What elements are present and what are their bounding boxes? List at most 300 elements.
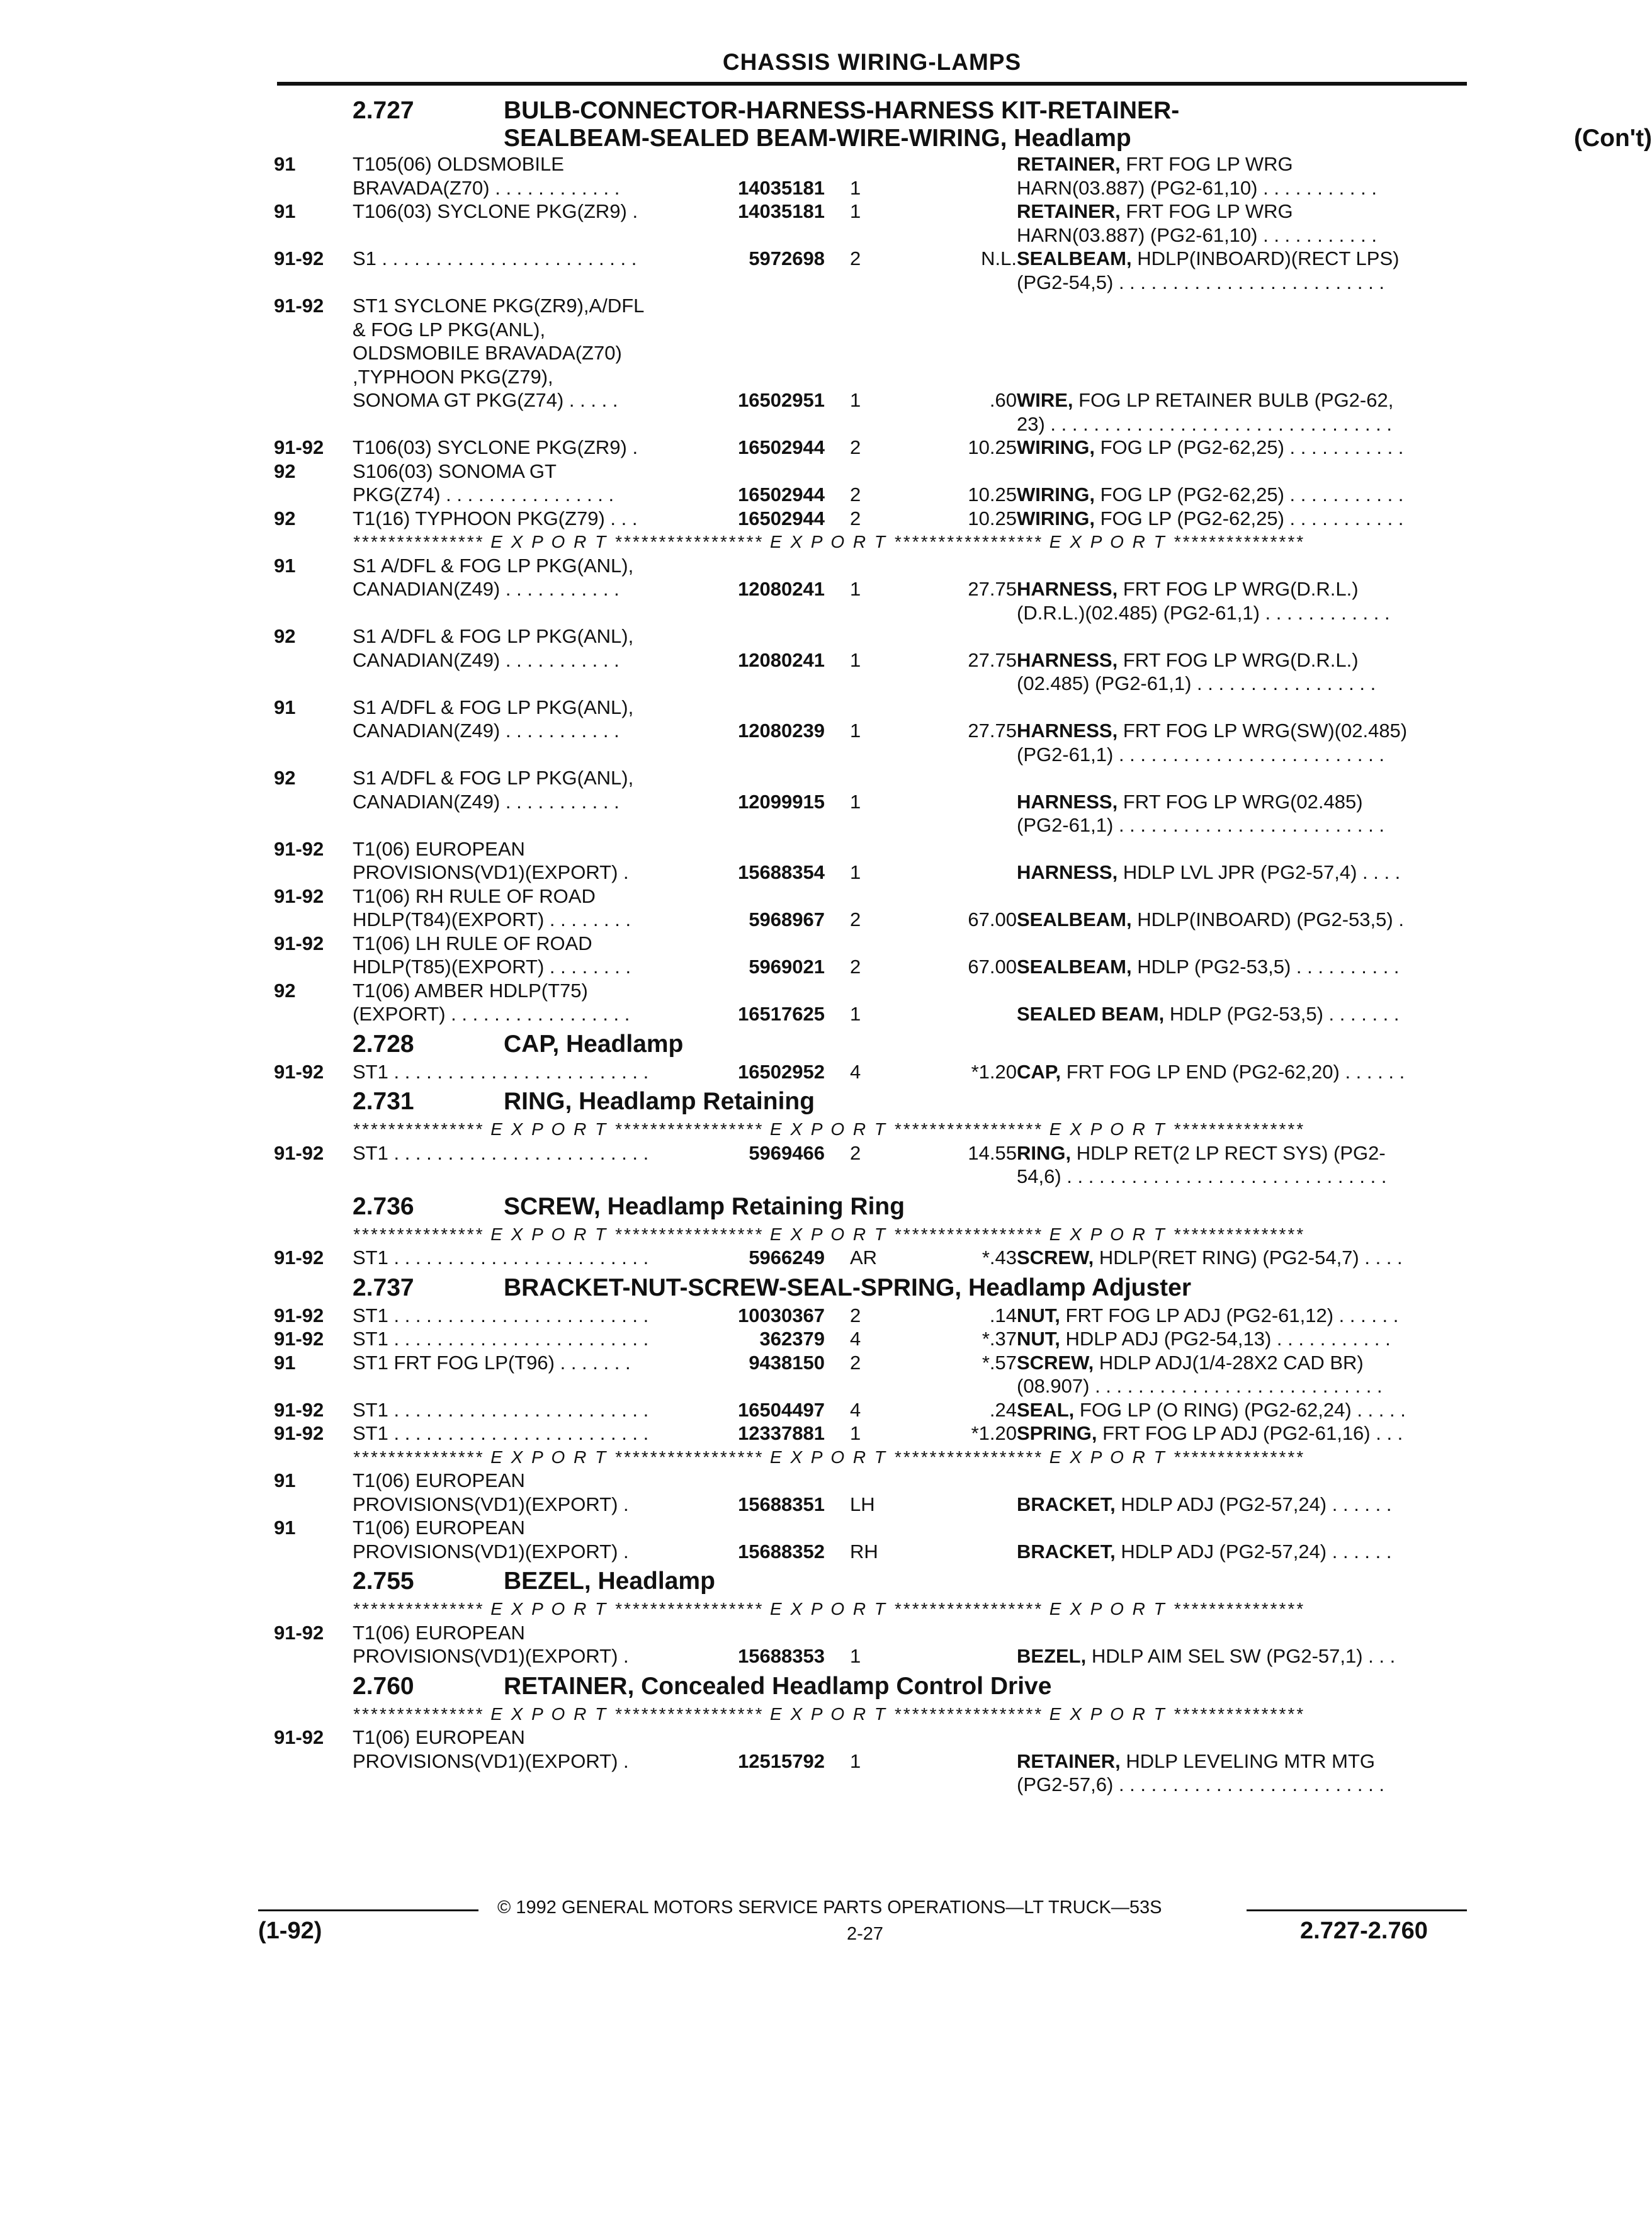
model-description: ST1 . . . . . . . . . . . . . . . . . . . . . . . . xyxy=(353,1246,649,1269)
header-rule xyxy=(277,82,1467,86)
table-row xyxy=(274,1773,1470,1797)
model-description: ST1 . . . . . . . . . . . . . . . . . . . . . . . . xyxy=(353,1328,649,1350)
part-name-keyword: BRACKET, xyxy=(1017,1540,1116,1563)
price: 27.75 xyxy=(968,720,1017,742)
export-divider: *************** E X P O R T ***************** E X P O R T ***************** E X P O R T *************** xyxy=(353,1224,1305,1244)
quantity: 4 xyxy=(850,1060,861,1083)
table-row xyxy=(274,1621,1470,1645)
part-name-detail: (PG2-61,1) . . . . . . . . . . . . . . . . . . . . . . . . . xyxy=(1017,814,1384,836)
section-number: 2.736 xyxy=(353,1192,414,1220)
model-description: PROVISIONS(VD1)(EXPORT) . xyxy=(353,1540,629,1563)
model-description: (EXPORT) . . . . . . . . . . . . . . . . . xyxy=(353,1003,630,1025)
part-name xyxy=(1017,1351,1364,1375)
table-row xyxy=(274,1351,1470,1375)
part-name xyxy=(1017,955,1400,979)
year-range: 91-92 xyxy=(274,247,324,269)
part-name-keyword: BRACKET, xyxy=(1017,1493,1116,1515)
table-row xyxy=(274,1644,1470,1668)
section-number: 2.731 xyxy=(353,1088,414,1115)
part-name-detail: (PG2-54,5) . . . . . . . . . . . . . . . . . . . . . . . . . xyxy=(1017,271,1384,293)
part-name xyxy=(1017,223,1377,247)
year-range: 91 xyxy=(274,554,296,577)
section-rows-2727 xyxy=(274,152,1470,1026)
part-name xyxy=(1017,507,1403,531)
price: 10.25 xyxy=(968,436,1017,458)
part-name-detail: HDLP ADJ (PG2-57,24) . . . . . . xyxy=(1115,1493,1392,1515)
part-number: 16502944 xyxy=(738,507,825,529)
part-number: 16502951 xyxy=(738,389,825,411)
model-description: ST1 FRT FOG LP(T96) . . . . . . . xyxy=(353,1351,631,1374)
part-name-detail: 54,6) . . . . . . . . . . . . . . . . . . . . . . . . . . . . . . xyxy=(1017,1165,1387,1187)
table-row xyxy=(274,1540,1470,1564)
table-row xyxy=(274,388,1470,412)
part-name-detail: FRT FOG LP END (PG2-62,20) . . . . . . xyxy=(1061,1060,1405,1083)
quantity: 2 xyxy=(850,1304,861,1326)
part-number: 15688354 xyxy=(738,861,825,883)
section-heading-2736 xyxy=(274,1191,1470,1223)
quantity: 4 xyxy=(850,1328,861,1350)
part-name-detail: (02.485) (PG2-61,1) . . . . . . . . . . . . . . . . . xyxy=(1017,672,1376,694)
part-name xyxy=(1017,672,1376,696)
part-name xyxy=(1017,1644,1395,1668)
part-name-detail: HDLP ADJ (PG2-57,24) . . . . . . xyxy=(1115,1540,1392,1563)
price: 10.25 xyxy=(968,483,1017,506)
part-number: 16502944 xyxy=(738,483,825,506)
quantity: 1 xyxy=(850,389,861,411)
section-rows-2755 xyxy=(274,1597,1470,1668)
table-row xyxy=(274,719,1470,743)
year-range: 91-92 xyxy=(274,1398,324,1421)
year-range: 91-92 xyxy=(274,1141,324,1164)
year-range: 91 xyxy=(274,1469,296,1491)
part-name-keyword: HARNESS, xyxy=(1017,861,1118,883)
part-name-detail: HDLP ADJ(1/4-28X2 CAD BR) xyxy=(1094,1351,1364,1374)
year-range: 91-92 xyxy=(274,436,324,458)
year-range: 91-92 xyxy=(274,1621,324,1644)
part-number: 9438150 xyxy=(749,1351,825,1374)
model-description: PROVISIONS(VD1)(EXPORT) . xyxy=(353,1645,629,1667)
table-row xyxy=(274,1516,1470,1540)
part-number: 10030367 xyxy=(738,1304,825,1326)
part-name xyxy=(1017,1304,1398,1328)
quantity: 1 xyxy=(850,176,861,199)
part-number: 12080239 xyxy=(738,720,825,742)
model-description: S1 A/DFL & FOG LP PKG(ANL), xyxy=(353,696,634,718)
table-row xyxy=(274,1141,1470,1165)
part-name xyxy=(1017,1493,1392,1517)
part-name-keyword: HARNESS, xyxy=(1017,720,1118,742)
table-row xyxy=(274,176,1470,200)
section-number: 2.728 xyxy=(353,1030,414,1058)
model-description: ST1 SYCLONE PKG(ZR9),A/DFL xyxy=(353,295,645,317)
table-row xyxy=(274,601,1470,625)
table-row xyxy=(274,1304,1470,1328)
price: *.43 xyxy=(982,1246,1017,1269)
part-name xyxy=(1017,743,1384,767)
model-description: S1 . . . . . . . . . . . . . . . . . . . . . . . . xyxy=(353,247,637,269)
quantity: 1 xyxy=(850,200,861,222)
year-range: 91 xyxy=(274,1351,296,1374)
price: *1.20 xyxy=(971,1422,1017,1444)
table-row xyxy=(274,200,1470,223)
part-name-detail: HDLP(RET RING) (PG2-54,7) . . . . xyxy=(1094,1246,1403,1269)
part-name-detail: HDLP AIM SEL SW (PG2-57,1) . . . xyxy=(1086,1645,1396,1667)
model-description: T1(06) RH RULE OF ROAD xyxy=(353,885,596,907)
part-name-keyword: RETAINER, xyxy=(1017,1750,1121,1772)
part-number: 12515792 xyxy=(738,1750,825,1772)
model-description: CANADIAN(Z49) . . . . . . . . . . . xyxy=(353,790,620,813)
table-row xyxy=(274,223,1470,247)
part-number: 14035181 xyxy=(738,200,825,222)
export-divider: *************** E X P O R T ***************** E X P O R T ***************** E X P O R T *************** xyxy=(353,532,1305,551)
footer-date: (1-92) xyxy=(258,1918,322,1944)
part-number: 16502952 xyxy=(738,1060,825,1083)
price: *.37 xyxy=(982,1328,1017,1350)
model-description: ST1 . . . . . . . . . . . . . . . . . . . . . . . . xyxy=(353,1141,649,1164)
section-rows-2728 xyxy=(274,1060,1470,1084)
part-number: 15688351 xyxy=(738,1493,825,1515)
part-name xyxy=(1017,152,1293,176)
section-heading-2737 xyxy=(274,1272,1470,1304)
part-name xyxy=(1017,176,1377,200)
table-row xyxy=(274,790,1470,814)
part-name-keyword: WIRING, xyxy=(1017,483,1095,506)
part-name xyxy=(1017,271,1384,295)
part-name-keyword: HARNESS, xyxy=(1017,790,1118,813)
quantity: RH xyxy=(850,1540,878,1563)
model-description: T1(16) TYPHOON PKG(Z79) . . . xyxy=(353,507,638,529)
part-name-detail: FOG LP (PG2-62,25) . . . . . . . . . . . xyxy=(1095,507,1404,529)
footer-range: 2.727-2.760 xyxy=(1300,1918,1428,1944)
part-name xyxy=(1017,648,1359,672)
model-description: S1 A/DFL & FOG LP PKG(ANL), xyxy=(353,625,634,647)
price: .14 xyxy=(989,1304,1017,1326)
part-name xyxy=(1017,577,1359,601)
part-name-detail: (PG2-57,6) . . . . . . . . . . . . . . . . . . . . . . . . . xyxy=(1017,1773,1384,1795)
quantity: 2 xyxy=(850,1141,861,1164)
quantity: 1 xyxy=(850,1003,861,1025)
table-row xyxy=(274,885,1470,908)
part-name-keyword: SCREW, xyxy=(1017,1351,1094,1374)
part-name xyxy=(1017,1165,1386,1189)
quantity: 2 xyxy=(850,1351,861,1374)
footer-rule-left xyxy=(258,1909,478,1911)
part-name-detail: HDLP (PG2-53,5) . . . . . . . xyxy=(1164,1003,1400,1025)
table-row xyxy=(274,932,1470,956)
part-name xyxy=(1017,601,1390,625)
part-name-keyword: SEALBEAM, xyxy=(1017,247,1132,269)
table-row xyxy=(274,247,1470,271)
section-heading-2728 xyxy=(274,1029,1470,1060)
price: .60 xyxy=(989,389,1017,411)
table-row xyxy=(274,577,1470,601)
part-name xyxy=(1017,247,1399,271)
model-description: T1(06) EUROPEAN xyxy=(353,1469,525,1491)
model-description: T106(03) SYCLONE PKG(ZR9) . xyxy=(353,436,638,458)
section-number: 2.737 xyxy=(353,1274,414,1301)
section-title-line1: BULB-CONNECTOR-HARNESS-HARNESS KIT-RETAINER- xyxy=(504,97,1180,124)
model-description: S106(03) SONOMA GT xyxy=(353,460,557,482)
section-title: SCREW, Headlamp Retaining Ring xyxy=(504,1192,905,1220)
year-range: 91-92 xyxy=(274,837,324,860)
table-row xyxy=(274,365,1470,389)
section-title-line2: SEALBEAM-SEALED BEAM-WIRE-WIRING, Headlamp xyxy=(504,125,1131,152)
table-row xyxy=(274,813,1470,837)
price: N.L. xyxy=(981,247,1017,269)
part-name-keyword: NUT, xyxy=(1017,1304,1060,1326)
quantity: AR xyxy=(850,1246,878,1269)
section-heading-2731 xyxy=(274,1086,1470,1117)
part-name-detail: HDLP LVL JPR (PG2-57,4) . . . . xyxy=(1117,861,1401,883)
part-name xyxy=(1017,1060,1405,1084)
model-description: PROVISIONS(VD1)(EXPORT) . xyxy=(353,861,629,883)
table-row xyxy=(274,979,1470,1003)
quantity: 1 xyxy=(850,1422,861,1444)
price: 67.00 xyxy=(968,956,1017,978)
year-range: 92 xyxy=(274,767,296,789)
year-range: 91-92 xyxy=(274,1328,324,1350)
part-name xyxy=(1017,1750,1375,1773)
price: *1.20 xyxy=(971,1060,1017,1083)
table-row xyxy=(274,318,1470,342)
part-name xyxy=(1017,1540,1392,1564)
quantity: 2 xyxy=(850,483,861,506)
quantity: 1 xyxy=(850,648,861,671)
price: 67.00 xyxy=(968,908,1017,930)
part-name-keyword: SEALBEAM, xyxy=(1017,956,1132,978)
export-divider: *************** E X P O R T ***************** E X P O R T ***************** E X P O R T *************** xyxy=(353,1599,1305,1619)
section-heading-2727 xyxy=(274,97,1470,125)
price: 10.25 xyxy=(968,507,1017,529)
year-range: 91-92 xyxy=(274,1304,324,1326)
part-name-keyword: NUT, xyxy=(1017,1328,1060,1350)
year-range: 91-92 xyxy=(274,932,324,954)
parts-listing xyxy=(274,94,1652,1797)
footer-page-number: 2-27 xyxy=(847,1924,884,1944)
part-name xyxy=(1017,200,1293,223)
section-number: 2.727 xyxy=(353,97,414,124)
section-continued: (Con't) xyxy=(1574,125,1652,152)
part-name-detail: FRT FOG LP WRG(SW)(02.485) xyxy=(1117,720,1408,742)
year-range: 91 xyxy=(274,1517,296,1539)
year-range: 91-92 xyxy=(274,1422,324,1444)
table-row xyxy=(274,294,1470,318)
section-rows-2736 xyxy=(274,1223,1470,1270)
part-name-keyword: HARNESS, xyxy=(1017,648,1118,671)
table-row xyxy=(274,1750,1470,1773)
part-name xyxy=(1017,1773,1384,1797)
year-range: 91 xyxy=(274,200,296,222)
table-row xyxy=(274,861,1470,885)
part-name-detail: HARN(03.887) (PG2-61,10) . . . . . . . . . . . xyxy=(1017,176,1377,199)
table-row xyxy=(274,625,1470,648)
part-name xyxy=(1017,1141,1386,1165)
export-divider: *************** E X P O R T ***************** E X P O R T ***************** E X P O R T *************** xyxy=(353,1447,1305,1467)
year-range: 92 xyxy=(274,979,296,1002)
part-name-keyword: WIRE, xyxy=(1017,389,1073,411)
table-row xyxy=(274,483,1470,507)
year-range: 92 xyxy=(274,625,296,647)
export-divider: *************** E X P O R T ***************** E X P O R T ***************** E X P O R T *************** xyxy=(353,1704,1305,1724)
section-title: BRACKET-NUT-SCREW-SEAL-SPRING, Headlamp Adjuster xyxy=(504,1274,1192,1301)
part-name-keyword: RING, xyxy=(1017,1141,1072,1164)
part-name xyxy=(1017,813,1384,837)
model-description: S1 A/DFL & FOG LP PKG(ANL), xyxy=(353,767,634,789)
part-name-keyword: RETAINER, xyxy=(1017,153,1121,175)
part-name-keyword: RETAINER, xyxy=(1017,200,1121,222)
part-name-keyword: SCREW, xyxy=(1017,1246,1094,1269)
part-name-keyword: SEALBEAM, xyxy=(1017,908,1132,930)
model-description: HDLP(T84)(EXPORT) . . . . . . . . xyxy=(353,908,631,930)
part-name xyxy=(1017,908,1404,932)
model-description: CANADIAN(Z49) . . . . . . . . . . . xyxy=(353,578,620,600)
part-name xyxy=(1017,1246,1403,1270)
table-row xyxy=(274,507,1470,531)
part-name-detail: HDLP RET(2 LP RECT SYS) (PG2- xyxy=(1071,1141,1386,1164)
section-number: 2.760 xyxy=(353,1672,414,1700)
model-description: BRAVADA(Z70) . . . . . . . . . . . . xyxy=(353,176,620,199)
table-row xyxy=(274,341,1470,365)
part-name xyxy=(1017,790,1363,814)
model-description: PKG(Z74) . . . . . . . . . . . . . . . . xyxy=(353,483,614,506)
model-description: PROVISIONS(VD1)(EXPORT) . xyxy=(353,1493,629,1515)
table-row xyxy=(274,955,1470,979)
table-row xyxy=(274,908,1470,932)
part-name-keyword: CAP, xyxy=(1017,1060,1061,1083)
year-range: 91-92 xyxy=(274,295,324,317)
part-number: 12080241 xyxy=(738,648,825,671)
footer-copyright: © 1992 GENERAL MOTORS SERVICE PARTS OPERATIONS—LT TRUCK—53S xyxy=(497,1897,1162,1918)
price: *.57 xyxy=(982,1351,1017,1374)
part-name-detail: FRT FOG LP WRG(D.R.L.) xyxy=(1117,578,1359,600)
quantity: 1 xyxy=(850,578,861,600)
quantity: 2 xyxy=(850,956,861,978)
part-name xyxy=(1017,1002,1400,1026)
table-row xyxy=(274,1398,1470,1422)
table-row xyxy=(274,648,1470,672)
price: 14.55 xyxy=(968,1141,1017,1164)
part-name-keyword: WIRING, xyxy=(1017,436,1095,458)
part-name-keyword: SEAL, xyxy=(1017,1398,1075,1421)
quantity: 1 xyxy=(850,1645,861,1667)
model-description: ST1 . . . . . . . . . . . . . . . . . . . . . . . . xyxy=(353,1398,649,1421)
part-name-detail: HDLP(INBOARD) (PG2-53,5) . xyxy=(1131,908,1404,930)
part-name-keyword: SEALED BEAM, xyxy=(1017,1003,1165,1025)
year-range: 91-92 xyxy=(274,1726,324,1748)
part-name-detail: FRT FOG LP WRG(02.485) xyxy=(1117,790,1363,813)
price: 27.75 xyxy=(968,648,1017,671)
quantity: 2 xyxy=(850,247,861,269)
part-name-detail: FOG LP (PG2-62,25) . . . . . . . . . . . xyxy=(1095,436,1404,458)
table-row xyxy=(274,766,1470,790)
part-name-keyword: SPRING, xyxy=(1017,1422,1097,1444)
section-rows-2737 xyxy=(274,1304,1470,1564)
export-divider: *************** E X P O R T ***************** E X P O R T ***************** E X P O R T *************** xyxy=(353,1119,1305,1139)
table-row xyxy=(274,1493,1470,1517)
table-row xyxy=(274,1246,1470,1270)
part-name xyxy=(1017,1327,1391,1351)
model-description: ST1 . . . . . . . . . . . . . . . . . . . . . . . . xyxy=(353,1304,649,1326)
table-row xyxy=(274,696,1470,720)
quantity: 1 xyxy=(850,1750,861,1772)
part-number: 15688352 xyxy=(738,1540,825,1563)
model-description: T105(06) OLDSMOBILE xyxy=(353,153,564,175)
quantity: 1 xyxy=(850,790,861,813)
section-title: BEZEL, Headlamp xyxy=(504,1568,715,1595)
part-name-detail: FRT FOG LP ADJ (PG2-61,12) . . . . . . xyxy=(1060,1304,1399,1326)
model-description: T1(06) EUROPEAN xyxy=(353,1726,525,1748)
part-name-detail: FRT FOG LP WRG xyxy=(1120,200,1293,222)
quantity: 2 xyxy=(850,507,861,529)
section-heading-2760 xyxy=(274,1671,1470,1702)
part-number: 12080241 xyxy=(738,578,825,600)
model-description: & FOG LP PKG(ANL), xyxy=(353,318,546,341)
model-description: CANADIAN(Z49) . . . . . . . . . . . xyxy=(353,720,620,742)
section-title: CAP, Headlamp xyxy=(504,1030,684,1058)
model-description: ST1 . . . . . . . . . . . . . . . . . . . . . . . . xyxy=(353,1422,649,1444)
table-row xyxy=(274,1060,1470,1084)
year-range: 91-92 xyxy=(274,1246,324,1269)
model-description: T1(06) EUROPEAN xyxy=(353,1621,525,1644)
quantity: LH xyxy=(850,1493,875,1515)
section-rows-2760 xyxy=(274,1702,1470,1797)
model-description: OLDSMOBILE BRAVADA(Z70) xyxy=(353,342,622,364)
year-range: 91-92 xyxy=(274,885,324,907)
year-range: 92 xyxy=(274,460,296,482)
part-number: 5968967 xyxy=(749,908,825,930)
table-row xyxy=(274,1165,1470,1189)
model-description: ST1 . . . . . . . . . . . . . . . . . . . . . . . . xyxy=(353,1060,649,1083)
part-name-keyword: BEZEL, xyxy=(1017,1645,1087,1667)
model-description: HDLP(T85)(EXPORT) . . . . . . . . xyxy=(353,956,631,978)
part-number: 5969466 xyxy=(749,1141,825,1164)
table-row xyxy=(274,837,1470,861)
table-row xyxy=(274,460,1470,483)
quantity: 2 xyxy=(850,436,861,458)
model-description: T1(06) LH RULE OF ROAD xyxy=(353,932,592,954)
table-row xyxy=(274,1726,1470,1750)
part-name-detail: 23) . . . . . . . . . . . . . . . . . . . . . . . . . . . . . . . . xyxy=(1017,412,1393,435)
quantity: 2 xyxy=(850,908,861,930)
part-number: 15688353 xyxy=(738,1645,825,1667)
part-number: 5966249 xyxy=(749,1246,825,1269)
model-description: ,TYPHOON PKG(Z79), xyxy=(353,365,553,388)
part-name-detail: FOG LP RETAINER BULB (PG2-62, xyxy=(1073,389,1394,411)
section-heading-2755 xyxy=(274,1566,1470,1597)
table-row xyxy=(274,152,1470,176)
part-name-detail: (PG2-61,1) . . . . . . . . . . . . . . . . . . . . . . . . . xyxy=(1017,743,1384,766)
year-range: 91 xyxy=(274,696,296,718)
model-description: T106(03) SYCLONE PKG(ZR9) . xyxy=(353,200,638,222)
table-row xyxy=(274,1422,1470,1445)
part-number: 14035181 xyxy=(738,176,825,199)
price: .24 xyxy=(989,1398,1017,1421)
quantity: 1 xyxy=(850,861,861,883)
part-name xyxy=(1017,388,1393,412)
part-number: 12337881 xyxy=(738,1422,825,1444)
part-name-detail: HDLP ADJ (PG2-54,13) . . . . . . . . . . . xyxy=(1060,1328,1391,1350)
model-description: SONOMA GT PKG(Z74) . . . . . xyxy=(353,389,618,411)
table-row xyxy=(274,672,1470,696)
part-number: 12099915 xyxy=(738,790,825,813)
part-name-detail: FRT FOG LP WRG(D.R.L.) xyxy=(1117,648,1359,671)
part-name-keyword: HARNESS, xyxy=(1017,578,1118,600)
part-name-detail: HARN(03.887) (PG2-61,10) . . . . . . . . . . . xyxy=(1017,223,1377,246)
table-row xyxy=(274,1327,1470,1351)
price: 27.75 xyxy=(968,578,1017,600)
part-name-detail: (08.907) . . . . . . . . . . . . . . . . . . . . . . . . . . . xyxy=(1017,1375,1383,1397)
part-name-keyword: WIRING, xyxy=(1017,507,1095,529)
